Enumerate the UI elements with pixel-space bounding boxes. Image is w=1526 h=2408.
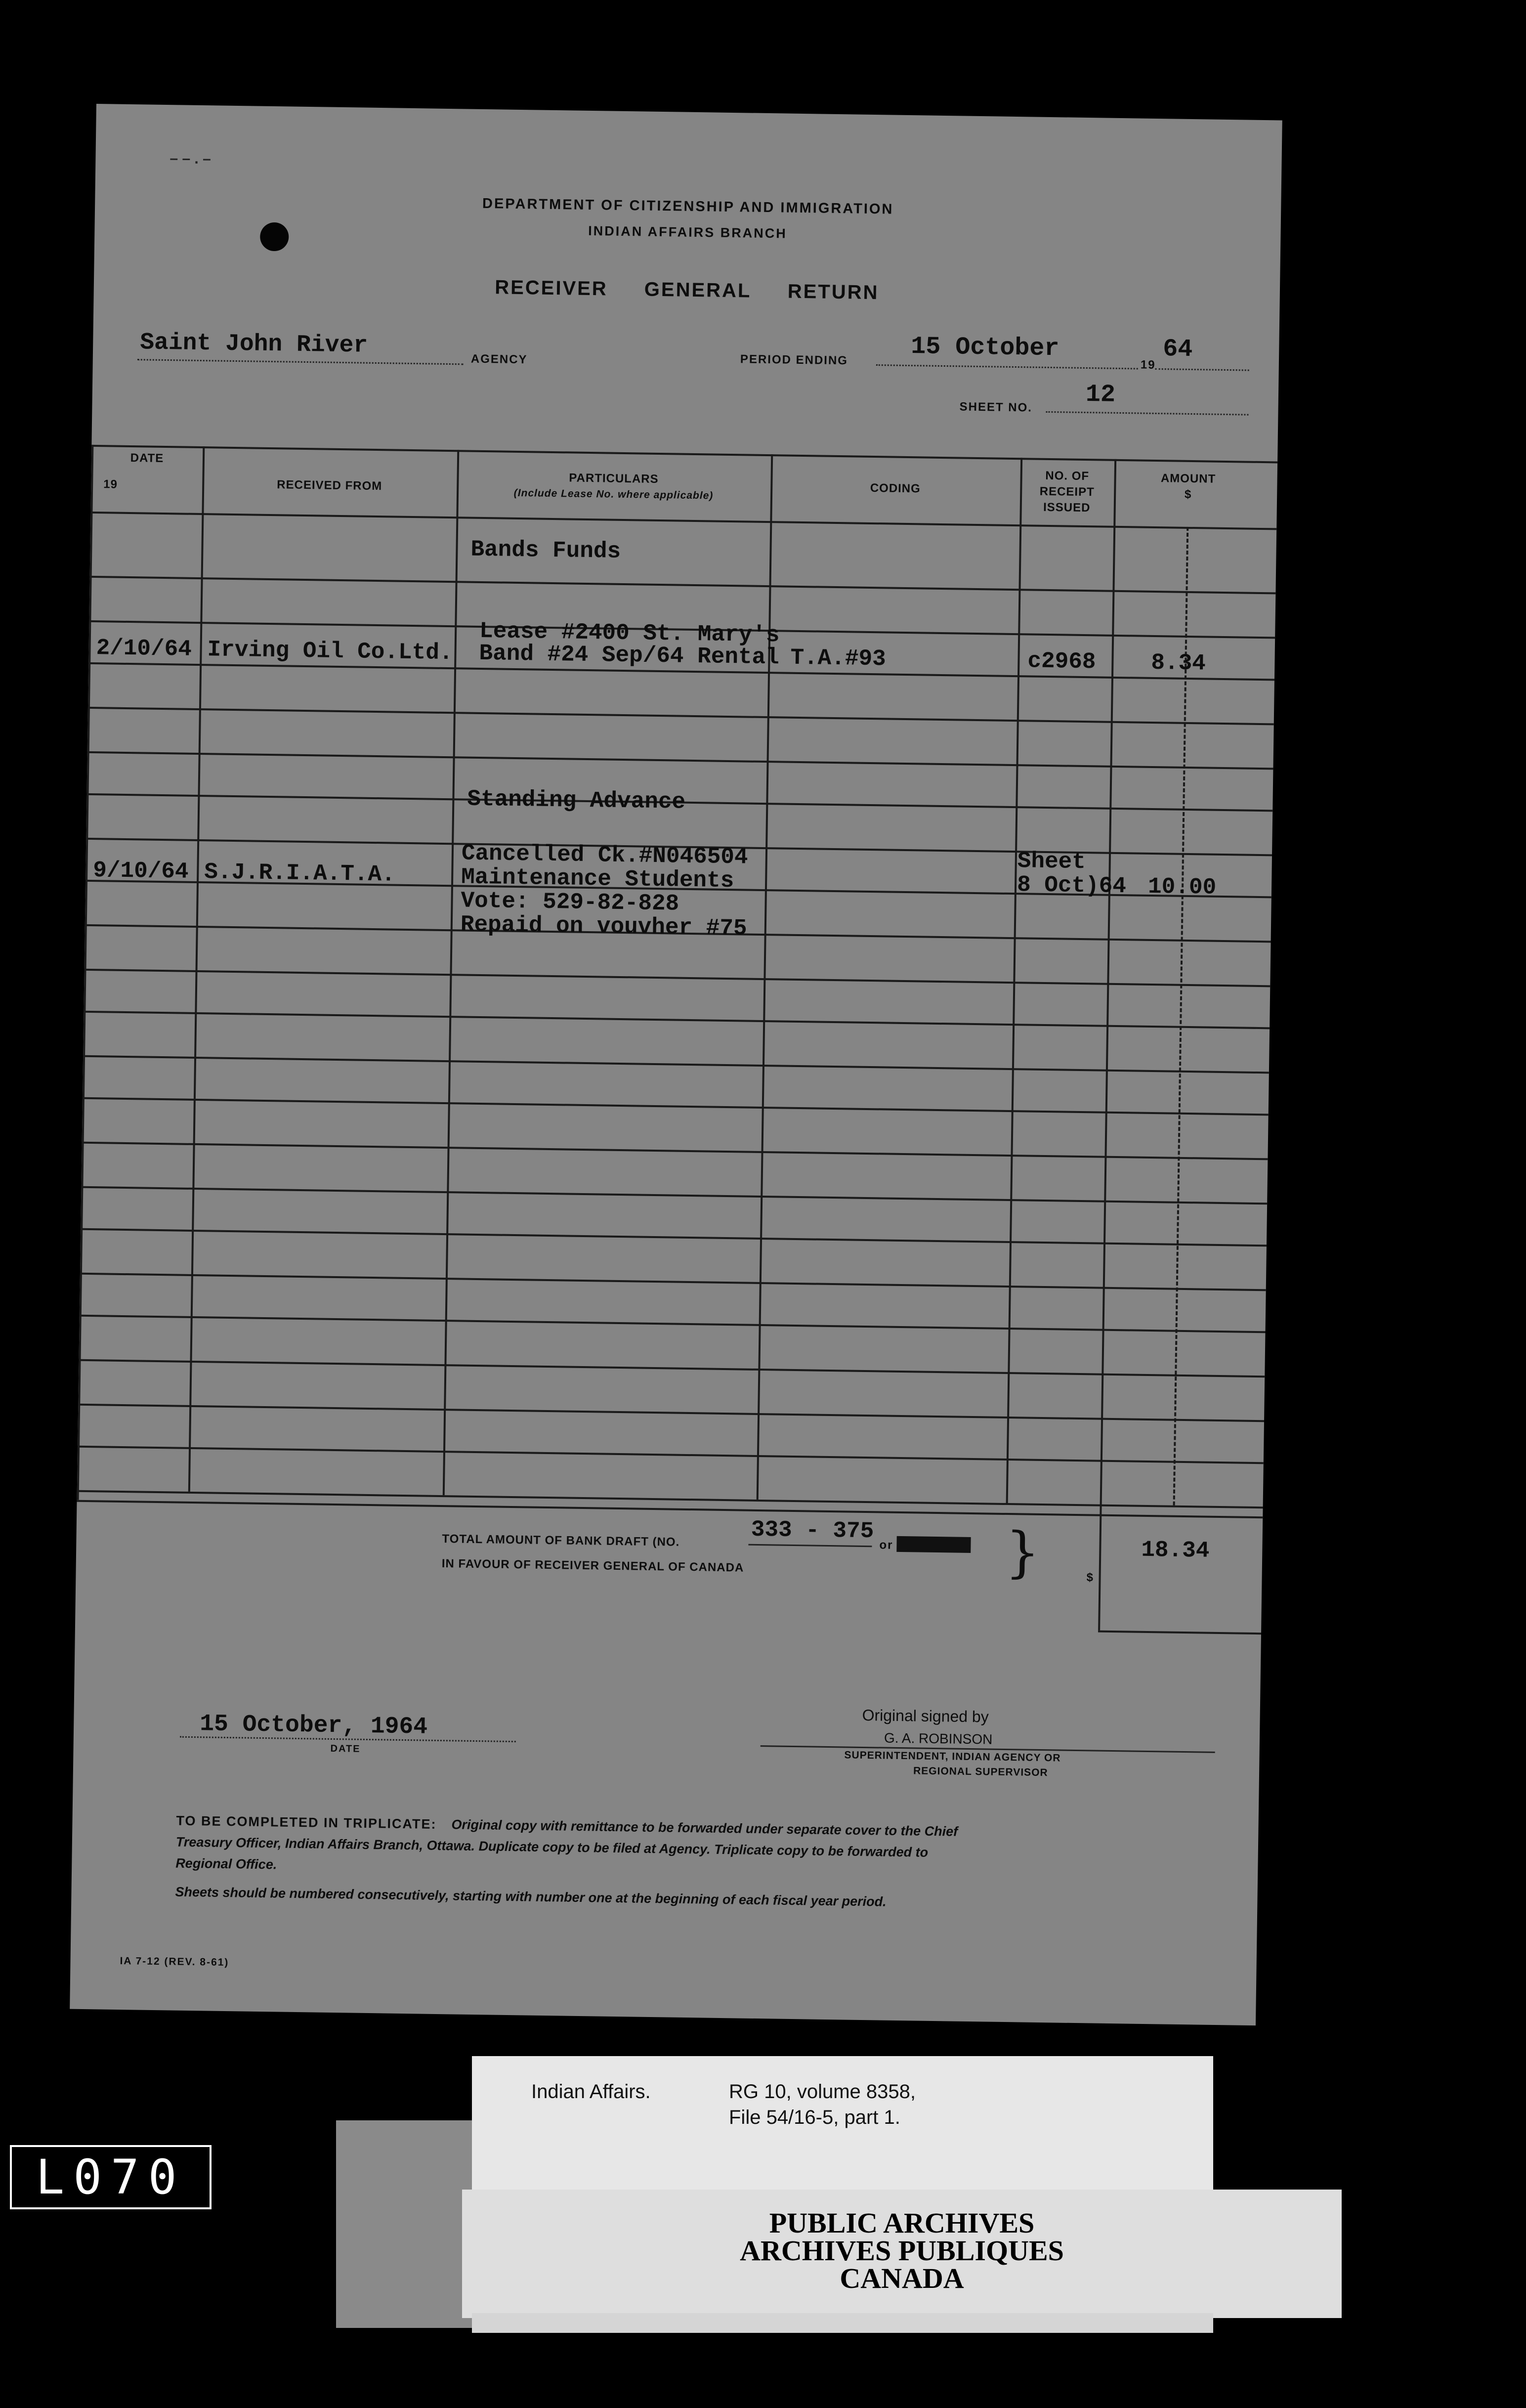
entry2-receipt-line-2: 8 Oct)64 — [1017, 872, 1127, 900]
entry2-received-from: S.J.R.I.A.T.A. — [204, 859, 396, 888]
entry2-particulars-line-2: Maintenance Students — [461, 864, 734, 894]
sheet-value: 12 — [1085, 381, 1116, 409]
amount-header-currency: $ — [1184, 487, 1192, 502]
instructions-text-3: Regional Office. — [175, 1855, 277, 1872]
entry1-date: 2/10/64 — [96, 635, 192, 662]
table-row-line — [77, 1490, 1263, 1509]
entry2-particulars-line-3: Vote: 529-82-828 — [461, 888, 679, 917]
instructions-text-2: Treasury Officer, Indian Affairs Branch, Ottawa. Duplicate copy to be filed at Agency. Triplicate copy to be forwarded to — [175, 1834, 929, 1860]
archive-name-line-2: ARCHIVES PUBLIQUES — [740, 2235, 1064, 2267]
total-box-bottom — [1098, 1631, 1261, 1635]
archive-name-tab — [462, 2190, 1342, 2318]
label-lower-strip — [472, 2313, 1213, 2333]
entry1-amount: 8.34 — [1151, 649, 1206, 677]
instructions-text-1: Original copy with remittance to be forwarded under separate cover to the Chief — [451, 1817, 958, 1839]
table-row-line — [79, 1359, 1265, 1378]
table-row-line — [88, 707, 1274, 726]
entry2-date: 9/10/64 — [92, 858, 189, 885]
col-header-amount — [1114, 470, 1263, 504]
form-title: RECEIVER GENERAL RETURN — [494, 276, 879, 304]
archive-name-line-1: PUBLIC ARCHIVES — [769, 2207, 1035, 2239]
instructions-block — [175, 1810, 1238, 1918]
section-standing-advance: Standing Advance — [467, 786, 686, 815]
entry2-receipt-line-1: Sheet — [1017, 848, 1086, 875]
archive-ref-line-2: File 54/16-5, part 1. — [729, 2107, 900, 2128]
col-header-received-from: RECEIVED FROM — [277, 478, 382, 493]
entry1-receipt: c2968 — [1027, 648, 1096, 675]
table-row-line — [83, 1055, 1269, 1074]
year-value: 64 — [1162, 335, 1193, 364]
table-row-line — [87, 751, 1273, 770]
col-header-coding: CODING — [870, 481, 921, 496]
year-prefix: 19 — [1140, 358, 1156, 372]
col-header-particulars — [457, 469, 771, 505]
table-row-line — [85, 969, 1271, 988]
total-or-label: or — [879, 1538, 893, 1552]
archive-name-line-3: CANADA — [840, 2262, 964, 2294]
period-underline — [876, 364, 1138, 369]
frame-number: L070 — [10, 2145, 212, 2209]
table-row-line — [78, 1404, 1264, 1422]
table-row-line — [80, 1273, 1266, 1291]
col-border — [443, 450, 460, 1495]
col-border — [188, 446, 205, 1492]
col-header-date — [91, 450, 203, 494]
particulars-header-label: PARTICULARS — [569, 471, 659, 486]
period-label: PERIOD ENDING — [740, 352, 848, 368]
col-border — [77, 445, 94, 1500]
table-row-line — [83, 1097, 1269, 1116]
total-draft-numbers: 333 - 375 — [751, 1516, 874, 1545]
signed-date: 15 October, 1964 — [199, 1711, 428, 1741]
table-bottom-border — [77, 1500, 1263, 1519]
entry2-amount: 10.00 — [1147, 873, 1217, 901]
particulars-header-note: (Include Lease No. where applicable) — [513, 487, 714, 502]
struck-out-word — [896, 1536, 971, 1553]
signature-label-2: REGIONAL SUPERVISOR — [913, 1765, 1048, 1779]
year-underline — [1155, 368, 1249, 371]
agency-underline — [137, 359, 464, 365]
date-header-label: DATE — [130, 451, 164, 465]
entry1-particulars-line-1: Lease #2400 St. Mary's — [479, 618, 780, 648]
signer-name: G. A. ROBINSON — [884, 1730, 993, 1747]
original-signed-note: Original signed by — [862, 1706, 989, 1726]
form-code: IA 7-12 (REV. 8-61) — [120, 1955, 229, 1969]
total-label: TOTAL AMOUNT OF BANK DRAFT (NO. — [442, 1532, 680, 1549]
agency-label: AGENCY — [470, 352, 528, 367]
date-label: DATE — [330, 1743, 361, 1755]
table-top-border — [91, 445, 1277, 464]
total-currency: $ — [1086, 1571, 1095, 1585]
entry1-received-from: Irving Oil Co.Ltd. — [207, 637, 453, 666]
instructions-text-4: Sheets should be numbered consecutively, starting with number one at the beginning of each fiscal year period. — [175, 1884, 887, 1909]
receipt-header-line-3: ISSUED — [1043, 500, 1091, 515]
entry2-particulars-line-4: Repaid on vouvher #75 — [460, 911, 747, 942]
sheet-underline — [1046, 411, 1248, 416]
entry1-particulars-line-2: Band #24 Sep/64 Rental — [479, 640, 780, 671]
instructions-heading: TO BE COMPLETED IN TRIPLICATE: — [176, 1813, 437, 1832]
archive-name — [462, 2209, 1342, 2292]
date-header-year: 19 — [103, 477, 118, 491]
department-heading: DEPARTMENT OF CITIZENSHIP AND IMMIGRATION — [482, 195, 894, 217]
receipt-header-line-1: NO. OF — [1045, 469, 1090, 483]
receipt-header-line-2: RECEIPT — [1039, 484, 1095, 499]
table-row-line — [84, 1011, 1270, 1030]
table-row-line — [81, 1186, 1267, 1205]
agency-value: Saint John River — [139, 329, 368, 359]
entries-table — [75, 445, 1277, 1628]
branch-heading: INDIAN AFFAIRS BRANCH — [588, 223, 787, 241]
table-row-line — [78, 1446, 1264, 1464]
col-border — [757, 454, 773, 1500]
draft-underline — [748, 1544, 872, 1547]
table-row-line — [80, 1315, 1266, 1333]
table-row-line — [82, 1142, 1268, 1161]
table-row-line — [90, 576, 1276, 595]
archive-collection: Indian Affairs. — [531, 2081, 651, 2103]
receiver-general-return-form — [70, 104, 1282, 2025]
total-in-favour-label: IN FAVOUR OF RECEIVER GENERAL OF CANADA — [441, 1557, 744, 1575]
col-header-receipt — [1020, 468, 1114, 516]
sheet-label: SHEET NO. — [959, 400, 1033, 415]
period-value: 15 October — [910, 333, 1060, 363]
col-border — [1006, 458, 1023, 1503]
entry2-particulars-line-1: Cancelled Ck.#N046504 — [461, 840, 748, 870]
amount-header-label: AMOUNT — [1160, 472, 1216, 486]
total-amount: 18.34 — [1141, 1537, 1210, 1564]
archive-ref-line-1: RG 10, volume 8358, — [729, 2081, 916, 2103]
total-brace: } — [1005, 1520, 1041, 1584]
table-row-line — [81, 1228, 1267, 1247]
entry1-coding: T.A.#93 — [790, 645, 887, 672]
corner-mark: – – . – — [170, 150, 212, 168]
signature-label-1: SUPERINTENDENT, INDIAN AGENCY OR — [844, 1749, 1061, 1764]
section-bands-funds: Bands Funds — [470, 536, 621, 564]
